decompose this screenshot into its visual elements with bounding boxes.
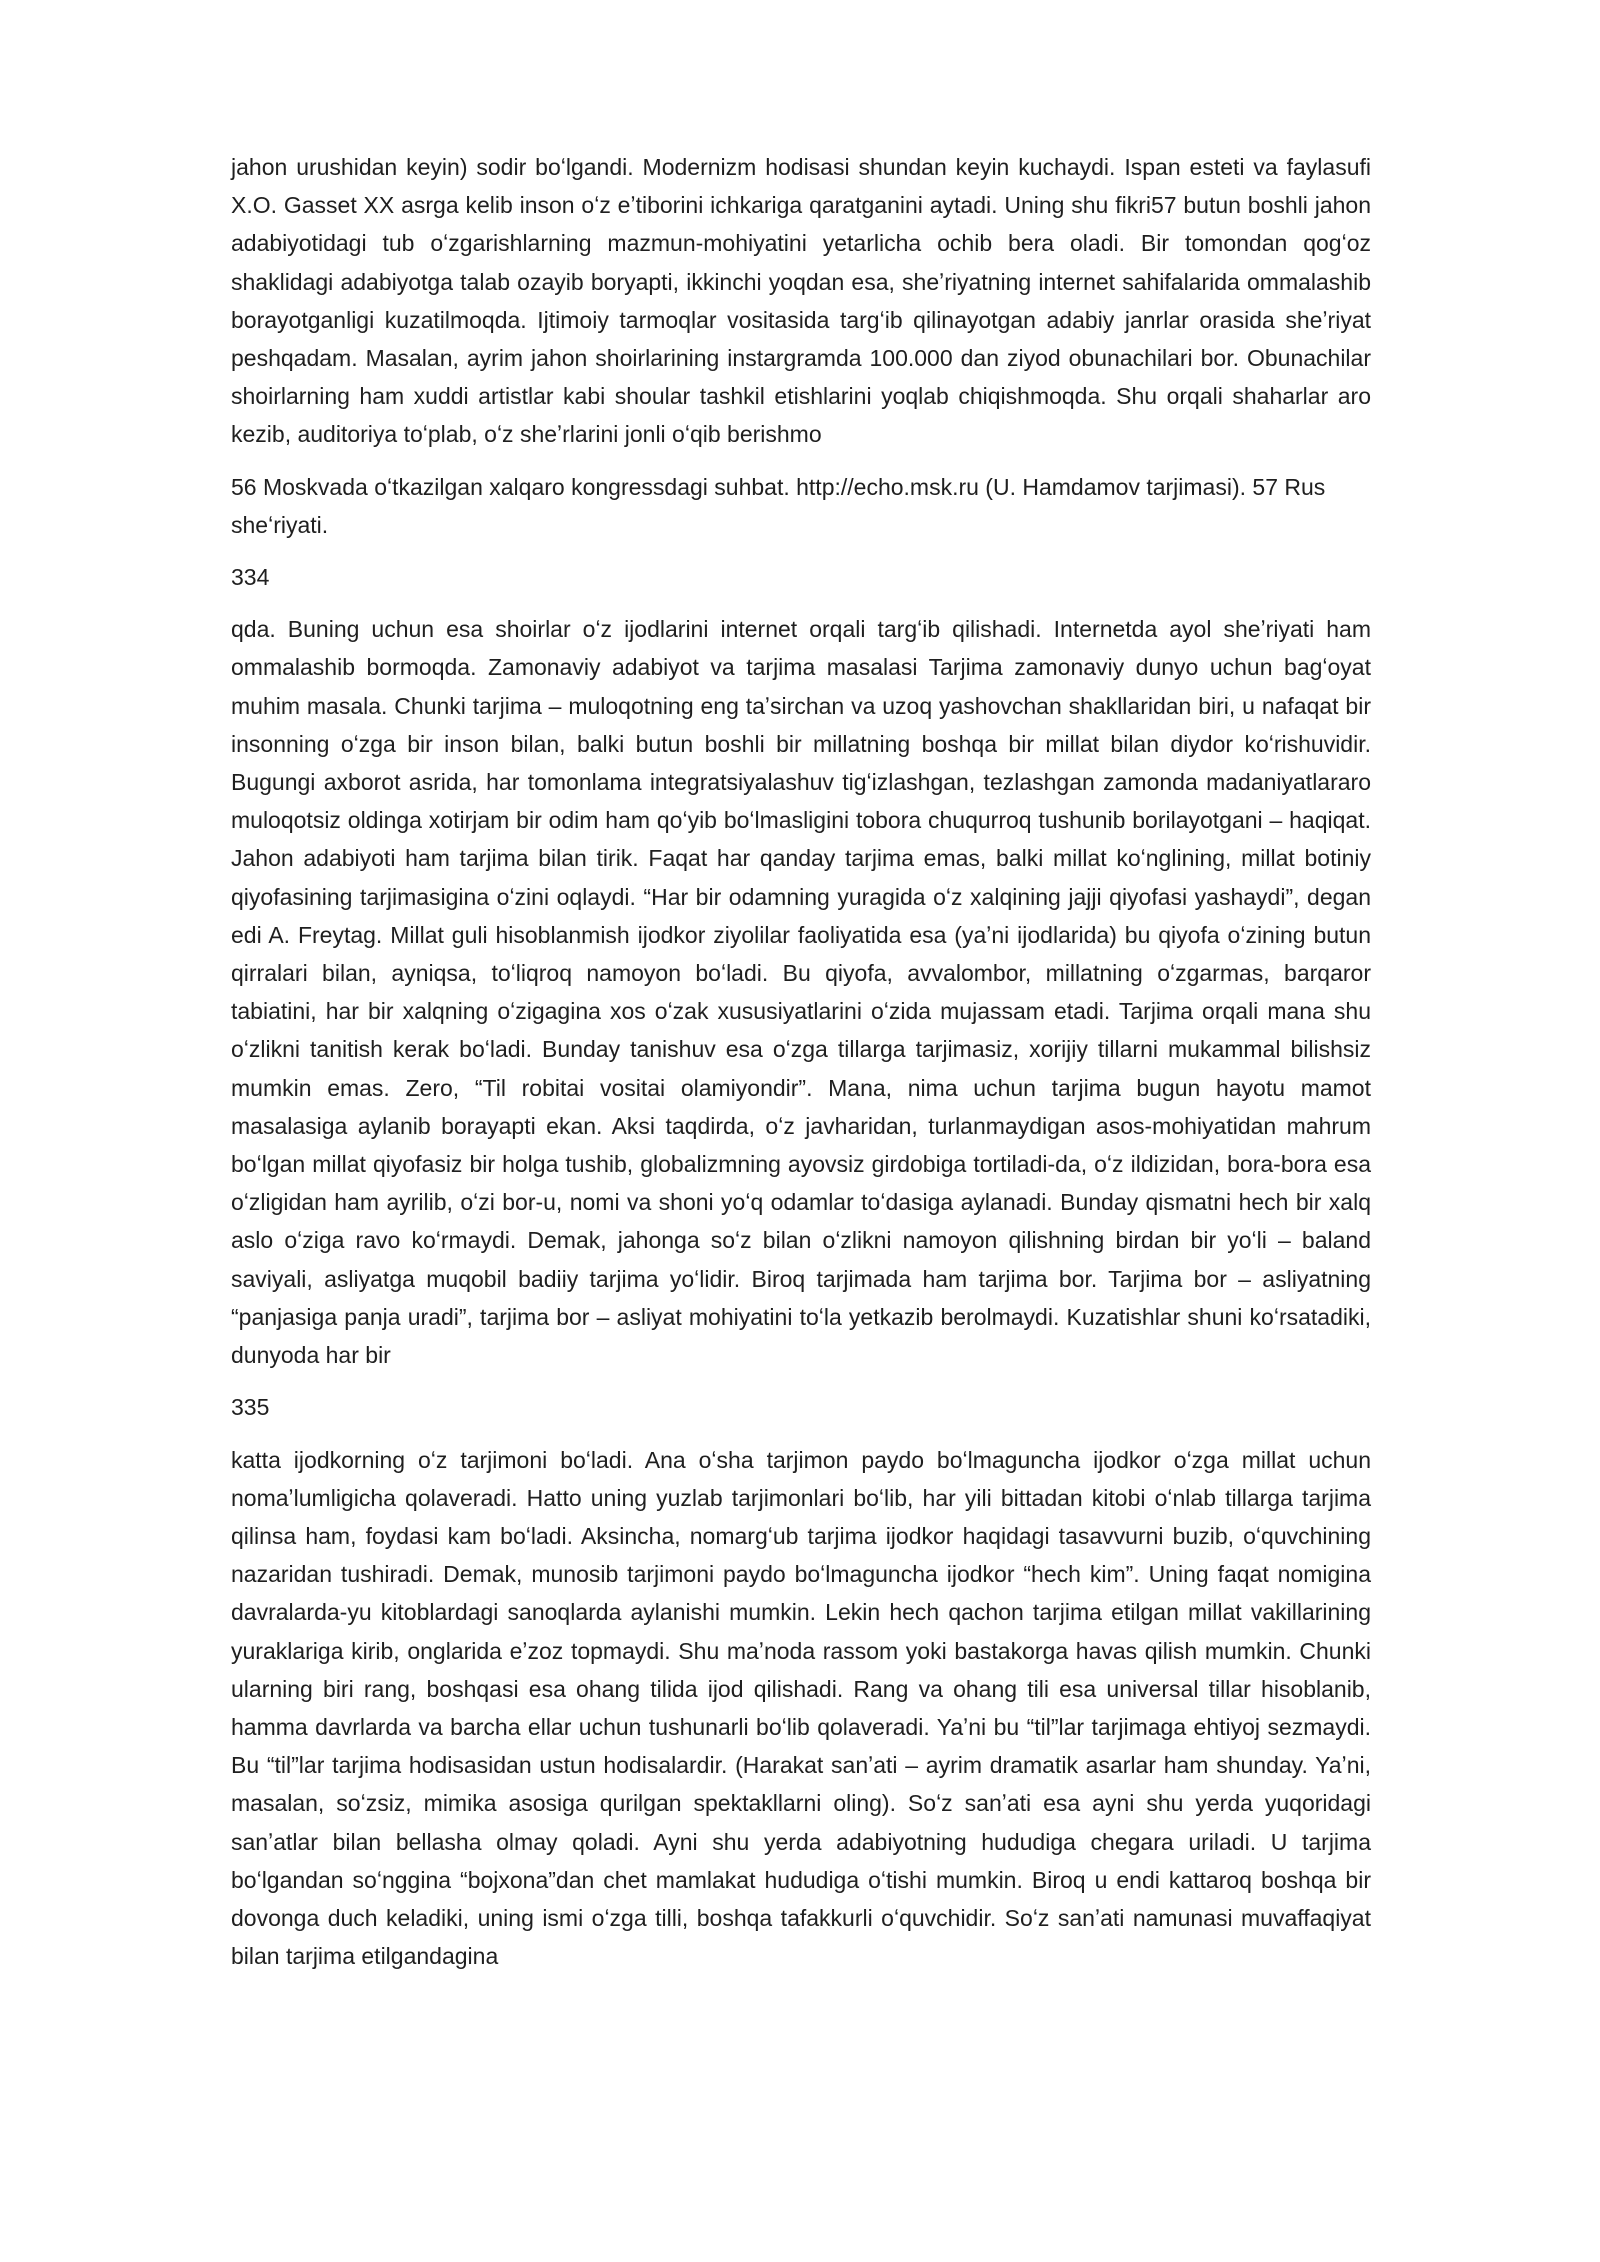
- document-page: [231, 148, 1371, 1975]
- body-paragraph-2: qda. Buning uchun esa shoirlar oʻz ijodlarini internet orqali targʻib qilishadi. Internetda ayol sheʼriyati ham ommalashib bormoqda. Zamonaviy adabiyot va tarjima masalasi Tarjima zamonaviy dunyo uchun bagʻoyat muhim masala. Chunki tarjima – muloqotning eng taʼsirchan va uzoq yashovchan shakllaridan biri, u nafaqat bir insonning oʻzga bir inson bilan, balki butun boshli bir millatning boshqa bir millat bilan diydor koʻrishuvidir. Bugungi axborot asrida, har tomonlama integratsiyalashuv tigʻizlashgan, tezlashgan zamonda madaniyatlararo muloqotsiz oldinga xotirjam bir odim ham qoʻyib boʻlmasligini tobora chuqurroq tushunib borilayotgani – haqiqat. Jahon adabiyoti ham tarjima bilan tirik. Faqat har qanday tarjima emas, balki millat koʻnglining, millat botiniy qiyofasining tarjimasigina oʻzini oqlaydi. “Har bir odamning yuragida oʻz xalqining jajji qiyofasi yashaydi”, degan edi A. Freytag. Millat guli hisoblanmish ijodkor ziyolilar faoliyatida esa (yaʼni ijodlarida) bu qiyofa oʻzining butun qirralari bilan, ayniqsa, toʻliqroq namoyon boʻladi. Bu qiyofa, avvalombor, millatning oʻzgarmas, barqaror tabiatini, har bir xalqning oʻzigagina xos oʻzak xususiyatlarini oʻzida mujassam etadi. Tarjima orqali mana shu oʻzlikni tanitish kerak boʻladi. Bunday tanishuv esa oʻzga tillarga tarjimasiz, xorijiy tillarni mukammal bilishsiz mumkin emas. Zero, “Til robitai vositai olamiyondir”. Mana, nima uchun tarjima bugun hayotu mamot masalasiga aylanib borayapti ekan. Aksi taqdirda, oʻz javharidan, turlanmaydigan asos-mohiyatidan mahrum boʻlgan millat qiyofasiz bir holga tushib, globalizmning ayovsiz girdobiga tortiladi-da, oʻz ildizidan, bora-bora esa oʻzligidan ham ayrilib, oʻzi bor-u, nomi va shoni yoʻq odamlar toʻdasiga aylanadi. Bunday qismatni hech bir xalq aslo oʻziga ravo koʻrmaydi. Demak, jahonga soʻz bilan oʻzlikni namoyon qilishning birdan bir yoʻli – baland saviyali, asliyatga muqobil badiiy tarjima yoʻlidir. Biroq tarjimada ham tarjima bor. Tarjima bor – asliyatning “panjasiga panja uradi”, tarjima bor – asliyat mohiyatini toʻla yetkazib berolmaydi. Kuzatishlar shuni koʻrsatadiki, dunyoda har bir: [231, 616, 1371, 1369]
- page-number-335: 335: [231, 1394, 270, 1421]
- footnote: 56 Moskvada oʻtkazilgan xalqaro kongressdagi suhbat. http://echo.msk.ru (U. Hamdamov tarjimasi). 57 Rus sheʻriyati.: [231, 473, 1326, 538]
- body-paragraph-1: jahon urushidan keyin) sodir boʻlgandi. Modernizm hodisasi shundan keyin kuchaydi. Ispan esteti va faylasufi X.O. Gasset XX asrga kelib inson oʻz eʼtiborini ichkariga qaratganini aytadi. Uning shu fikri57 butun boshli jahon adabiyotidagi tub oʻzgarishlarning mazmun-mohiyatini yetarlicha ochib bera oladi. Bir tomondan qogʻoz shaklidagi adabiyotga talab ozayib boryapti, ikkinchi yoqdan esa, sheʼriyatning internet sahifalarida ommalashib borayotganligi kuzatilmoqda. Ijtimoiy tarmoqlar vositasida targʻib qilinayotgan adabiy janrlar orasida sheʼriyat peshqadam. Masalan, ayrim jahon shoirlarining instargramda 100.000 dan ziyod obunachilari bor. Obunachilar shoirlarning ham xuddi artistlar kabi shoular tashkil etishlarini yoqlab chiqishmoqda. Shu orqali shaharlar aro kezib, auditoriya toʻplab, oʻz sheʼrlarini jonli oʻqib berishmo: [231, 154, 1371, 448]
- body-paragraph-3: katta ijodkorning oʻz tarjimoni boʻladi. Ana oʻsha tarjimon paydo boʻlmaguncha ijodkor oʻzga millat uchun nomaʼlumligicha qolaveradi. Hatto uning yuzlab tarjimonlari boʻlib, har yili bittadan kitobi oʻnlab tillarga tarjima qilinsa ham, foydasi kam boʻladi. Aksincha, nomargʻub tarjima ijodkor haqidagi tasavvurni buzib, oʻquvchining nazaridan tushiradi. Demak, munosib tarjimoni paydo boʻlmaguncha ijodkor “hech kim”. Uning faqat nomigina davralarda-yu kitoblardagi sanoqlarda aylanishi mumkin. Lekin hech qachon tarjima etilgan millat vakillarining yuraklariga kirib, onglarida eʼzoz topmaydi. Shu maʼnoda rassom yoki bastakorga havas qilish mumkin. Chunki ularning biri rang, boshqasi esa ohang tilida ijod qilishadi. Rang va ohang tili esa universal tillar hisoblanib, hamma davrlarda va barcha ellar uchun tushunarli boʻlib qolaveradi. Yaʼni bu “til”lar tarjimaga ehtiyoj sezmaydi. Bu “til”lar tarjima hodisasidan ustun hodisalardir. (Harakat sanʼati – ayrim dramatik asarlar ham shunday. Yaʼni, masalan, soʻzsiz, mimika asosiga qurilgan spektakllarni oling). Soʻz sanʼati esa ayni shu yerda yuqoridagi sanʼatlar bilan bellasha olmay qoladi. Ayni shu yerda adabiyotning hududiga chegara uriladi. U tarjima boʻlgandan soʻnggina “bojxona”dan chet mamlakat hududiga oʻtishi mumkin. Biroq u endi kattaroq boshqa bir dovonga duch keladiki, uning ismi oʻzga tilli, boshqa tafakkurli oʻquvchidir. Soʻz sanʼati namunasi muvaffaqiyat bilan tarjima etilgandagina: [231, 1446, 1371, 1970]
- page-number-334: 334: [231, 564, 270, 591]
